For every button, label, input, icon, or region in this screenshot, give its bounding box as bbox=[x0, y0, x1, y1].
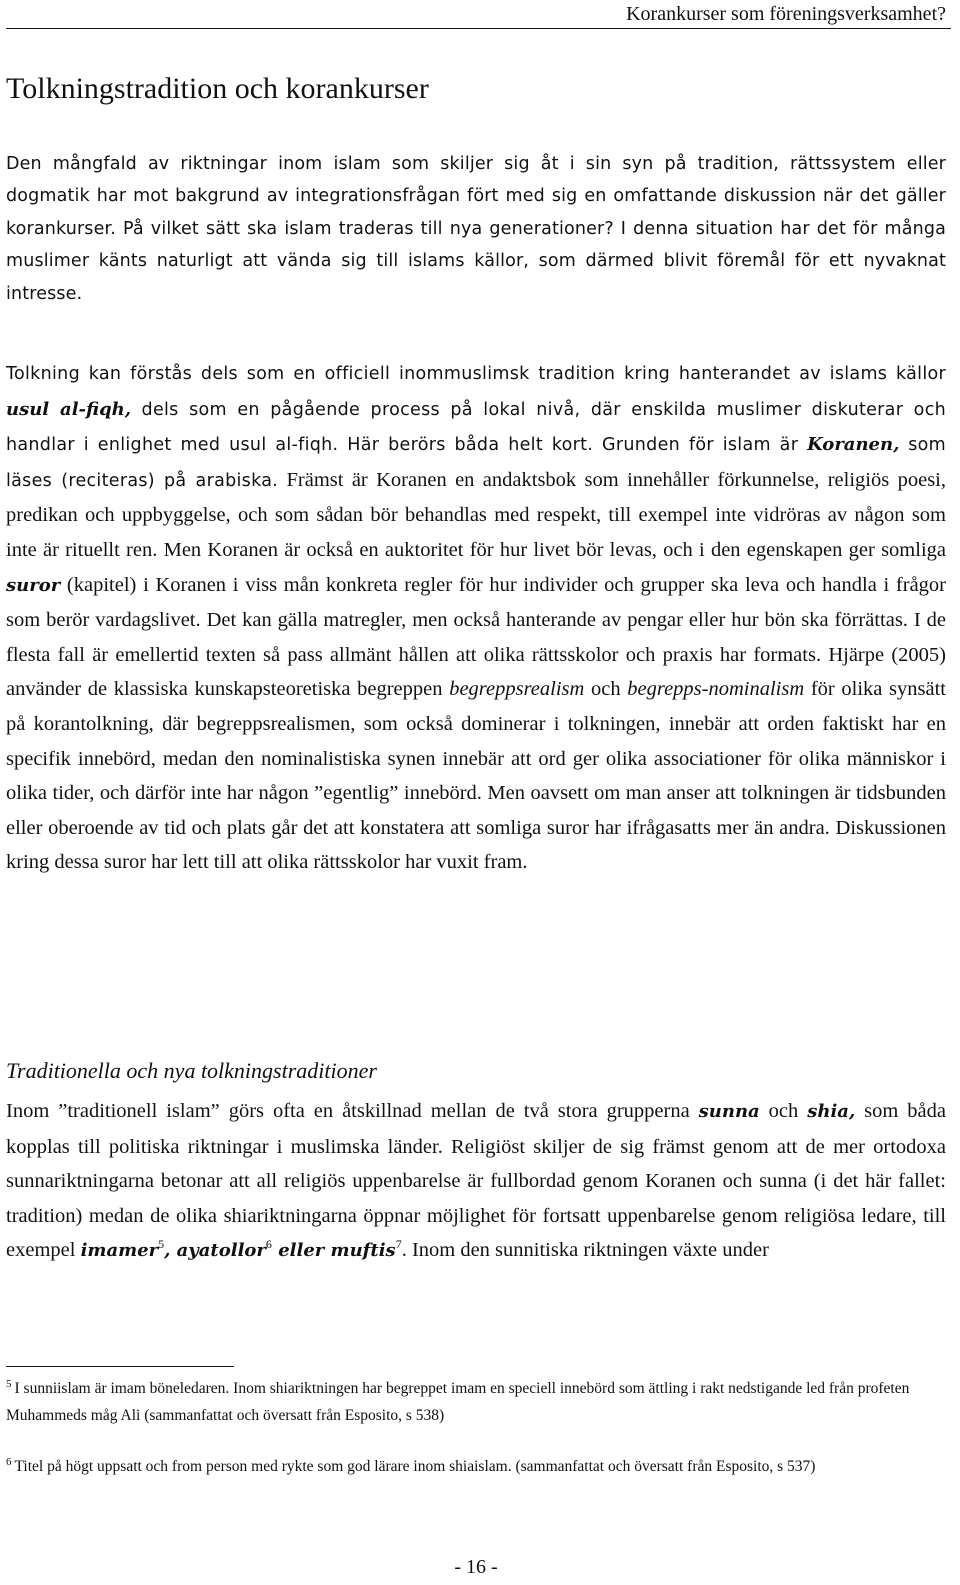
term-begreppsnominalism: begrepps-nominalism bbox=[627, 678, 805, 701]
paragraph-1: Den mångfald av riktningar inom islam som skiljer sig åt i sin syn på tradition, rättssystem eller dogmatik har mot bakgrund av integrationsfrågan fört med sig en omfattande diskussion när det gäller korankurser. På vilket sätt ska islam traderas till nya generationer? I denna situation har det för många muslimer känts naturligt att vända sig till islams källor, som därmed blivit föremål för ett nyvaknat intresse. bbox=[6, 154, 946, 304]
footnote-text: Titel på högt uppsatt och from person med rykte som god lärare inom shiaislam. (sammanfattat och översatt från Esposito, s 537) bbox=[14, 1458, 816, 1475]
paragraph-2-text: för olika synsätt på korantolkning, där begreppsrealismen, som också dominerar i tolkningen, innebär att orden faktiskt har en specifik innebörd, medan den nominalistiska synen innebär att ord ger olika associationer för olika människor i olika tider, och därför inte har någon ”egentlig” innebörd. Men oavsett om man anser att tolkningen är tidsbunden eller oberoende av tid och plats går det att konstatera att somliga suror har ifrågasatts mer än andra. Diskussionen kring dessa suror har lett till att olika rättsskolor har vuxit fram. bbox=[6, 678, 946, 874]
term-shia: shia, bbox=[807, 1101, 856, 1122]
footnote-ref-5[interactable]: 5 bbox=[158, 1237, 165, 1252]
footnote-number: 5 bbox=[6, 1377, 12, 1390]
paragraph-2-text: som läses (reciteras) på arabiska. bbox=[6, 435, 946, 491]
term-suror: suror bbox=[6, 574, 61, 596]
paragraph-3-text: . Inom den sunnitiska riktningen växte under bbox=[401, 1239, 769, 1262]
footnote-text: I sunniislam är imam böneledaren. Inom shiariktningen har begreppet imam en speciell innebörd som ättling i rakt nedstigande led från profeten Muhammeds måg Ali (sammanfattat och översatt från Esposito, s 538) bbox=[6, 1380, 910, 1424]
footnote-ref-6[interactable]: 6 bbox=[265, 1237, 272, 1252]
term-imamer: imamer bbox=[80, 1240, 159, 1262]
running-header: Korankurser som föreningsverksamhet? bbox=[626, 3, 946, 25]
term-usul-al-fiqh: usul al-fiqh, bbox=[6, 398, 132, 420]
footnote-divider bbox=[6, 1366, 234, 1367]
paragraph-3-text: som båda kopplas till politiska riktningar i muslimska länder. Religiöst skiljer de sig främst genom att de mer ortodoxa sunnariktningarna betonar att all religiös uppenbarelse är fullbordad genom Koranen och sunna (i det här fallet: tradition) medan de olika shiariktningarna öppnar möjlighet för fortsatt uppenbarelse genom religiösa ledare, till exempel bbox=[6, 1100, 946, 1262]
subsection-heading: Traditionella och nya tolkningstraditioner bbox=[6, 1058, 377, 1083]
paragraph-2-text: (kapitel) i Koranen i viss mån konkreta regler för hur individer och grupper ska leva och handla i frågor som berör vardagslivet. Det kan gälla matregler, men också hanterande av pengar eller hur bön ska förrättas. I de flesta fall är emellertid texten så pass allmänt hållen att olika rättsskolor och praxis har formats. Hjärpe (2005) använder de klassiska kunskapsteoretiska begreppen bbox=[6, 573, 946, 701]
footnote-number: 6 bbox=[6, 1455, 12, 1468]
term-muftis: eller muftis bbox=[271, 1240, 396, 1262]
footnote-6 bbox=[6, 1453, 936, 1480]
page-number: - 16 - bbox=[454, 1556, 498, 1578]
footnote-5 bbox=[6, 1375, 936, 1429]
paragraph-2 bbox=[6, 356, 946, 880]
term-sunna: sunna bbox=[698, 1101, 760, 1122]
term-koranen: Koranen, bbox=[807, 434, 900, 456]
term-ayatollor: , ayatollor bbox=[164, 1240, 266, 1262]
paragraph-3-text: och bbox=[759, 1100, 808, 1122]
paragraph-3-text: Inom ”traditionell islam” görs ofta en åtskillnad mellan de två stora grupperna bbox=[6, 1100, 699, 1122]
paragraph-2-text: dels som en pågående process på lokal nivå, där enskilda muslimer diskuterar och handlar i enlighet med usul al-fiqh. Här berörs båda helt kort. Grunden för islam är bbox=[6, 399, 947, 456]
header-divider bbox=[6, 28, 951, 29]
paragraph-3 bbox=[6, 1094, 946, 1269]
section-title: Tolkningstradition och korankurser bbox=[6, 72, 429, 105]
term-begreppsrealism: begreppsrealism bbox=[449, 678, 585, 701]
paragraph-2-text: och bbox=[584, 678, 628, 701]
paragraph-2-text: Tolkning kan förstås dels som en officiell inommuslimsk tradition kring hanterandet av islams källor bbox=[6, 364, 946, 384]
paragraph-2-text: Främst är Koranen en andaktsbok som innehåller förkunnelse, religiös poesi, predikan och uppbyggelse, och som sådan bör behandlas med respekt, till exempel inte vidröras av någon som inte är rituellt ren. Men Koranen är också en auktoritet för hur livet bör levas, och i den egenskapen ger somliga bbox=[6, 468, 946, 561]
footnote-ref-7[interactable]: 7 bbox=[395, 1237, 402, 1252]
